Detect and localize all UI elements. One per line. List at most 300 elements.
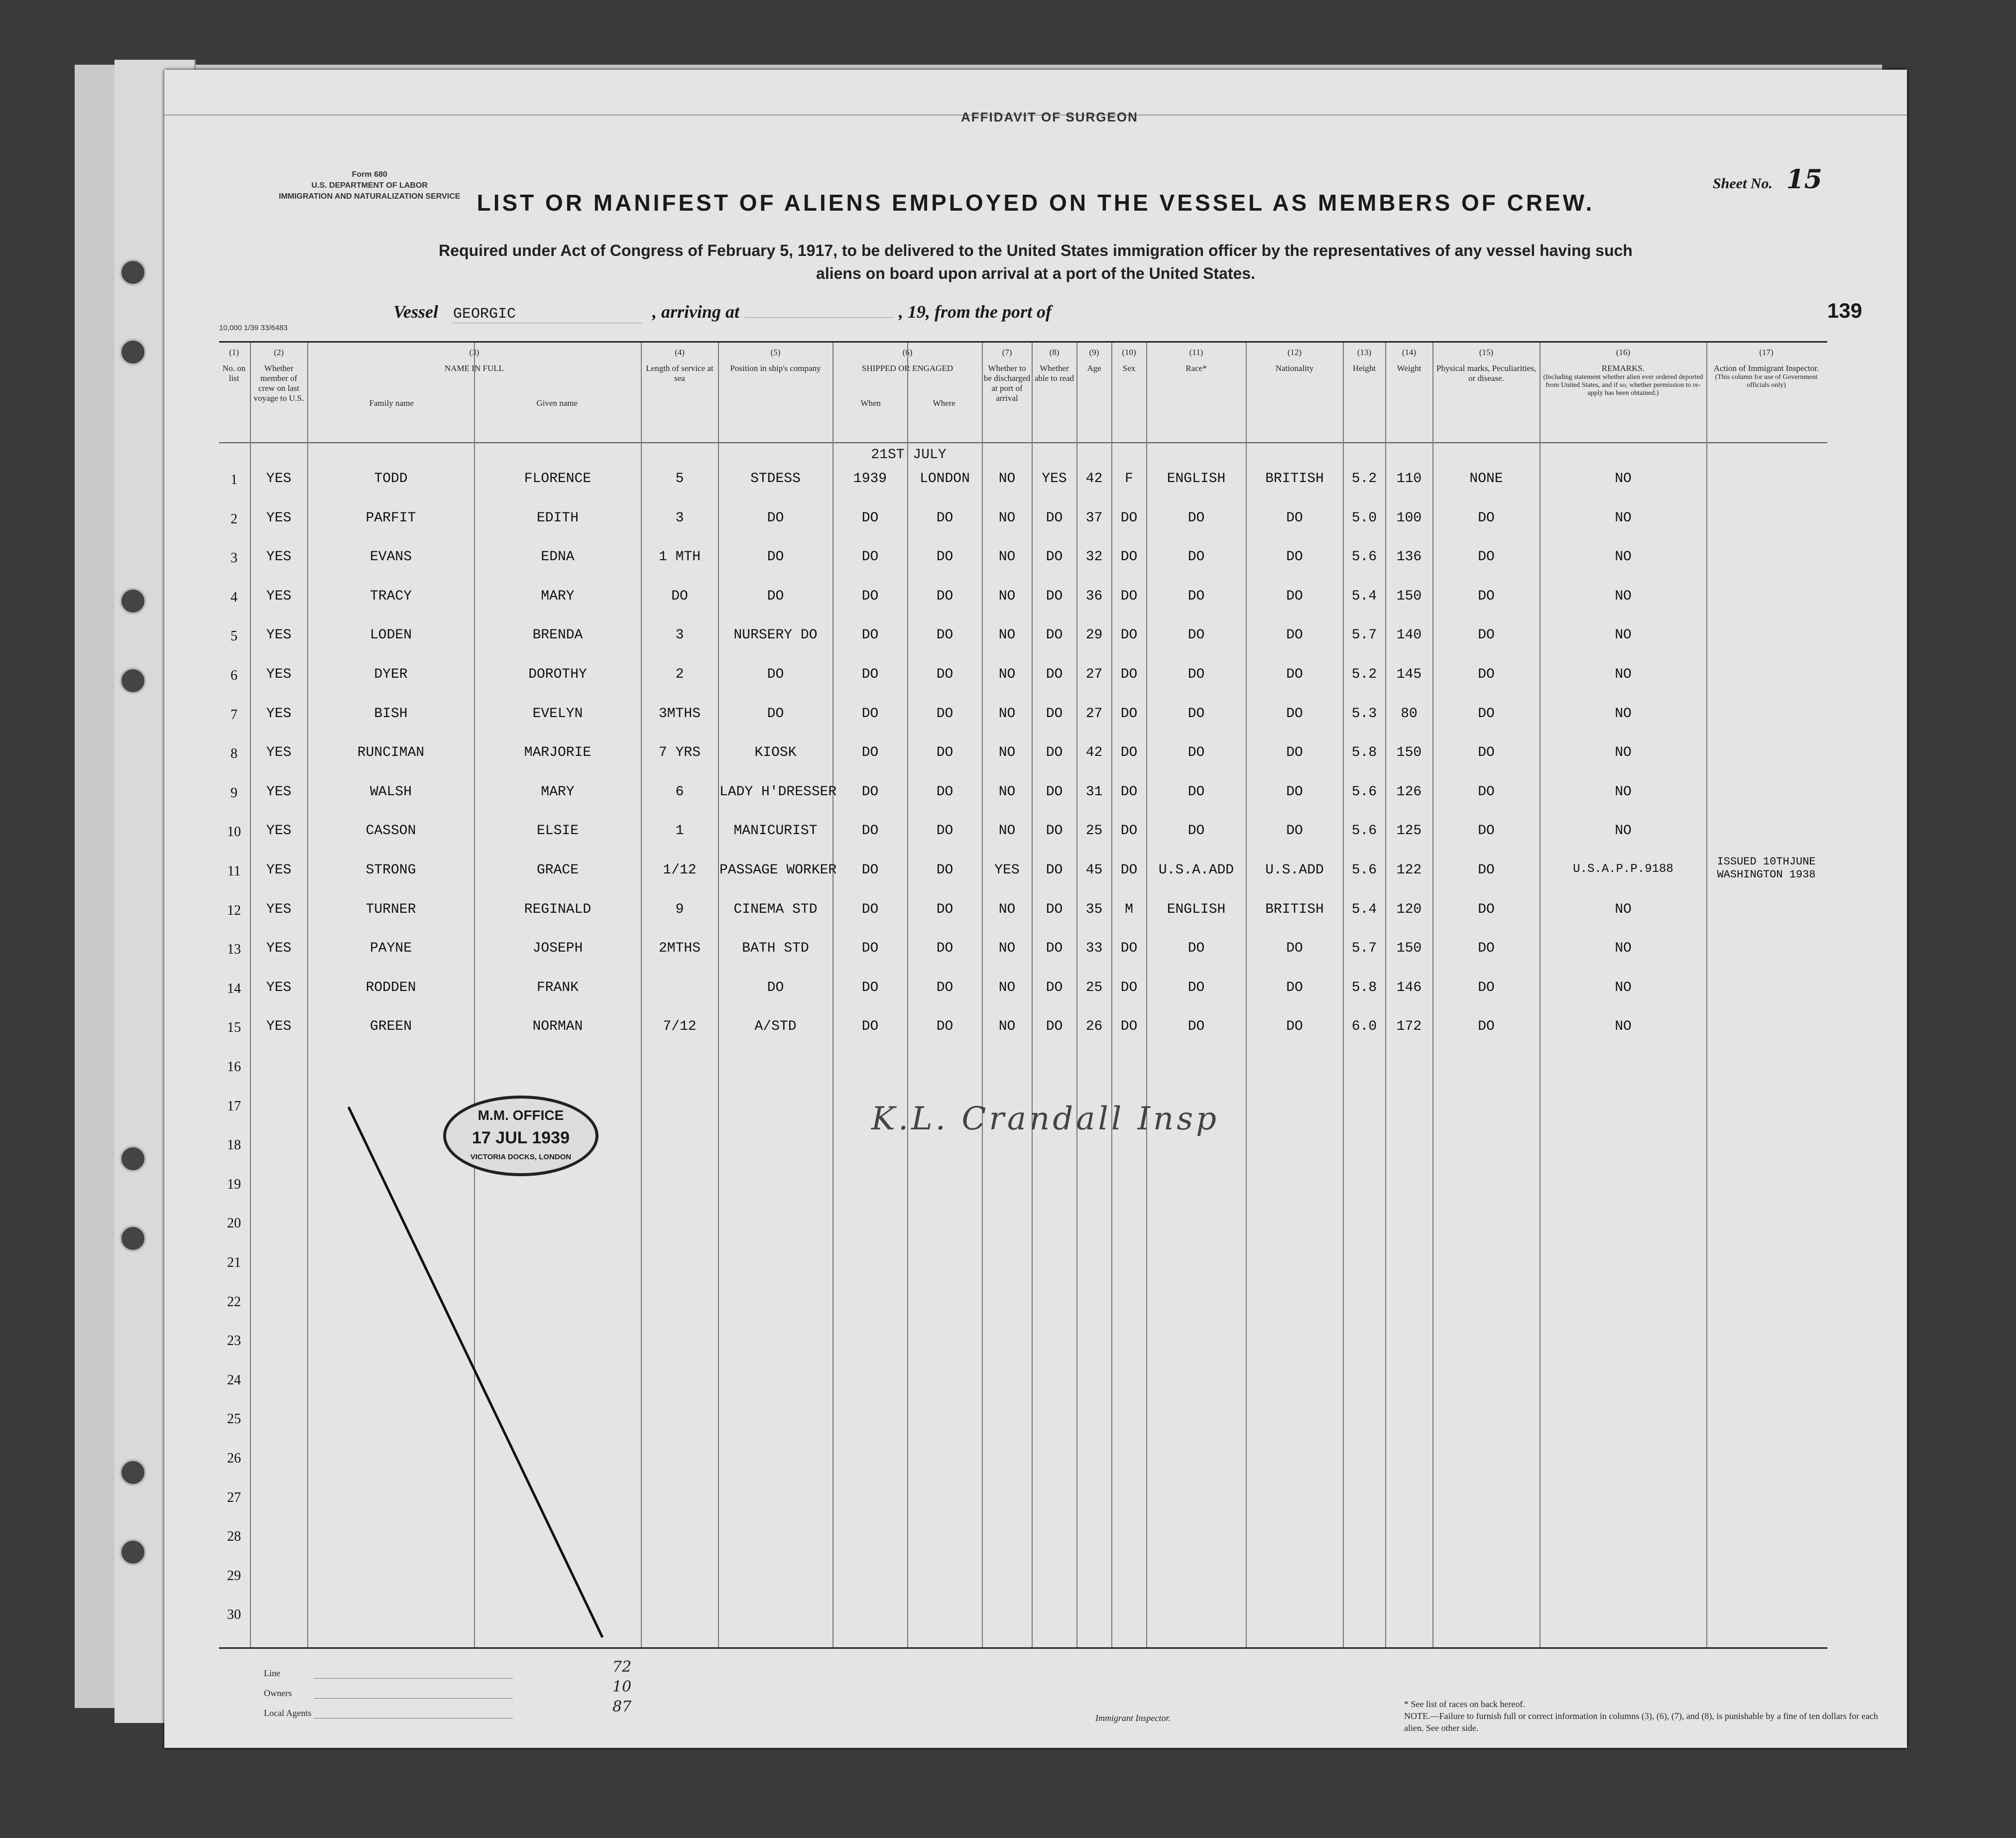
age-cell: 37	[1085, 510, 1103, 526]
given-name-cell: EDITH	[536, 510, 579, 526]
discharged-cell: NO	[998, 549, 1016, 565]
margin-note-3: 87	[612, 1698, 632, 1715]
sex-cell: DO	[1120, 823, 1138, 839]
row-number: 21	[227, 1255, 241, 1270]
given-name-cell: ELSIE	[536, 823, 579, 839]
marks-cell: NONE	[1469, 471, 1503, 487]
diagonal-cancel-line	[219, 343, 1827, 1647]
weight-cell: 150	[1396, 588, 1422, 604]
marks-cell: DO	[1478, 1019, 1495, 1035]
height-cell: 5.7	[1351, 627, 1377, 643]
where-header: Where	[933, 398, 955, 408]
prev-voyage-cell: YES	[266, 941, 292, 957]
height-cell: 5.6	[1351, 823, 1377, 839]
nationality-cell: DO	[1286, 980, 1303, 995]
margin-note-2: 10	[612, 1678, 632, 1696]
position-cell: DO	[767, 549, 784, 565]
col-number: (16)	[1616, 348, 1631, 357]
able-to-read-cell: DO	[1046, 1019, 1063, 1035]
discharged-cell: NO	[998, 510, 1016, 526]
col-number: (12)	[1287, 348, 1302, 357]
family-name-cell: STRONG	[365, 862, 416, 878]
prev-voyage-cell: YES	[266, 823, 292, 839]
family-name-cell: WALSH	[369, 784, 412, 800]
row-number: 7	[231, 707, 237, 723]
discharged-cell: NO	[998, 941, 1016, 957]
col-number: (2)	[274, 348, 284, 357]
age-cell: 25	[1085, 980, 1103, 995]
shipped-where-cell: DO	[936, 627, 953, 643]
given-name-cell: FRANK	[536, 980, 579, 995]
col-label: Whether able to read	[1034, 364, 1074, 383]
prev-voyage-cell: YES	[266, 706, 292, 722]
given-name-cell: MARJORIE	[524, 745, 592, 761]
sex-cell: DO	[1120, 784, 1138, 800]
shipped-where-cell: DO	[936, 823, 953, 839]
position-cell: MANICURIST	[733, 823, 818, 839]
nationality-cell: BRITISH	[1265, 471, 1324, 487]
shipped-when-cell: DO	[861, 941, 879, 957]
remarks-cell: NO	[1615, 980, 1632, 995]
position-cell: A/STD	[754, 1019, 797, 1035]
col-label: Whether member of crew on last voyage to U.S.	[253, 364, 304, 403]
able-to-read-cell: DO	[1046, 980, 1063, 995]
race-cell: DO	[1187, 941, 1205, 957]
age-cell: 27	[1085, 706, 1103, 722]
service-cell: 5	[675, 471, 684, 487]
family-name-cell: LODEN	[369, 627, 412, 643]
weight-cell: 80	[1401, 706, 1418, 722]
row-number: 6	[231, 668, 237, 683]
col-number: (4)	[675, 348, 685, 357]
race-cell: DO	[1187, 627, 1205, 643]
age-cell: 42	[1085, 471, 1103, 487]
row-number: 10	[227, 824, 241, 840]
remarks-cell: NO	[1615, 588, 1632, 604]
shipped-where-cell: DO	[936, 980, 953, 995]
weight-cell: 146	[1396, 980, 1422, 995]
col-number: (15)	[1479, 348, 1494, 357]
able-to-read-cell: DO	[1046, 627, 1063, 643]
given-name-cell: JOSEPH	[532, 941, 583, 957]
weight-cell: 110	[1396, 471, 1422, 487]
col-number: (7)	[1002, 348, 1012, 357]
weight-cell: 172	[1396, 1019, 1422, 1035]
row-number: 9	[231, 785, 237, 801]
able-to-read-cell: DO	[1046, 862, 1063, 878]
given-name-cell: NORMAN	[532, 1019, 583, 1035]
shipped-when-cell: DO	[861, 823, 879, 839]
col-number: (3)	[469, 348, 479, 357]
owners-label: Owners	[264, 1688, 292, 1698]
arriving-label: , arriving at	[652, 302, 740, 322]
family-name-cell: PAYNE	[369, 941, 412, 957]
prev-voyage-cell: YES	[266, 745, 292, 761]
col-label: Action of Immigrant Inspector.	[1713, 364, 1819, 373]
remarks-cell: U.S.A.P.P.9188	[1573, 862, 1673, 876]
discharged-cell: NO	[998, 1019, 1016, 1035]
nationality-cell: DO	[1286, 549, 1303, 565]
sex-cell: DO	[1120, 667, 1138, 682]
col-number: (14)	[1402, 348, 1417, 357]
service-cell: 3	[675, 627, 684, 643]
weight-cell: 136	[1396, 549, 1422, 565]
row-number: 23	[227, 1333, 241, 1349]
position-cell: CINEMA STD	[733, 901, 818, 917]
col-label: Nationality	[1275, 364, 1314, 373]
position-cell: DO	[767, 706, 784, 722]
family-name-cell: TODD	[374, 471, 408, 487]
office-stamp	[443, 1096, 598, 1176]
col-number: (8)	[1049, 348, 1060, 357]
action-cell: ISSUED 10THJUNE WASHINGTON 1938	[1717, 856, 1816, 881]
marks-cell: DO	[1478, 862, 1495, 878]
col-label: Whether to be discharged at port of arrival	[983, 364, 1031, 403]
race-cell: DO	[1187, 745, 1205, 761]
age-cell: 32	[1085, 549, 1103, 565]
row-number: 25	[227, 1411, 241, 1427]
row-number: 12	[227, 902, 241, 918]
sex-cell: DO	[1120, 510, 1138, 526]
nationality-cell: DO	[1286, 706, 1303, 722]
from-port-label: , from the port of	[926, 302, 1052, 322]
able-to-read-cell: DO	[1046, 549, 1063, 565]
nationality-cell: DO	[1286, 823, 1303, 839]
marks-cell: DO	[1478, 980, 1495, 995]
marks-cell: DO	[1478, 549, 1495, 565]
prev-voyage-cell: YES	[266, 980, 292, 995]
sex-cell: F	[1125, 471, 1133, 487]
punch-hole-icon	[119, 1459, 146, 1486]
weight-cell: 150	[1396, 941, 1422, 957]
col-label: SHIPPED OR ENGAGED	[861, 364, 953, 373]
print-code: 10,000 1/39 33/6483	[219, 324, 288, 332]
row-number: 3	[231, 550, 237, 566]
age-cell: 29	[1085, 627, 1103, 643]
page-subtitle	[363, 239, 1708, 285]
marks-cell: DO	[1478, 823, 1495, 839]
shipped-where-cell: DO	[936, 1019, 953, 1035]
row-number: 22	[227, 1294, 241, 1310]
shipped-where-cell: DO	[936, 784, 953, 800]
age-cell: 26	[1085, 1019, 1103, 1035]
age-cell: 31	[1085, 784, 1103, 800]
position-cell: KIOSK	[754, 745, 797, 761]
given-name-cell: REGINALD	[524, 901, 592, 917]
cancel-stroke	[349, 1107, 602, 1637]
family-name-cell: GREEN	[369, 1019, 412, 1035]
col-number: (9)	[1089, 348, 1099, 357]
footnote-races: * See list of races on back hereof.	[1404, 1699, 1525, 1709]
marks-cell: DO	[1478, 588, 1495, 604]
sex-cell: DO	[1120, 941, 1138, 957]
family-name-cell: RUNCIMAN	[357, 745, 425, 761]
row-number: 19	[227, 1176, 241, 1192]
prev-voyage-cell: YES	[266, 901, 292, 917]
able-to-read-cell: YES	[1042, 471, 1067, 487]
when-header: When	[860, 398, 881, 408]
given-name-cell: MARY	[541, 784, 575, 800]
age-cell: 42	[1085, 745, 1103, 761]
punch-hole-icon	[119, 667, 146, 694]
margin-note-1: 72	[612, 1658, 632, 1676]
row-number: 30	[227, 1607, 241, 1623]
height-cell: 5.6	[1351, 862, 1377, 878]
row-number: 18	[227, 1137, 241, 1153]
top-strip	[164, 70, 1907, 116]
family-name-cell: TURNER	[365, 901, 416, 917]
nationality-cell: DO	[1286, 1019, 1303, 1035]
list-number: 139	[1827, 299, 1862, 322]
shipped-where-cell: DO	[936, 510, 953, 526]
family-name-cell: PARFIT	[365, 510, 416, 526]
row-number: 20	[227, 1216, 241, 1231]
position-cell: PASSAGE WORKER	[719, 862, 837, 878]
shipped-where-cell: LONDON	[920, 471, 970, 487]
family-name-cell: EVANS	[369, 549, 412, 565]
row-number: 24	[227, 1372, 241, 1388]
shipped-when-cell: DO	[861, 901, 879, 917]
service-cell: DO	[671, 588, 688, 604]
service-cell: 9	[675, 901, 684, 917]
department-name: U.S. DEPARTMENT OF LABOR	[311, 181, 428, 190]
service-cell: 7/12	[663, 1019, 697, 1035]
service-cell: 1/12	[663, 862, 697, 878]
shipped-when-cell: DO	[861, 549, 879, 565]
position-cell: NURSERY DO	[733, 627, 818, 643]
year-label: , 19	[899, 302, 926, 322]
punch-hole-icon	[119, 1225, 146, 1252]
height-cell: 6.0	[1351, 1019, 1377, 1035]
prev-voyage-cell: YES	[266, 471, 292, 487]
shipped-when-cell: DO	[861, 862, 879, 878]
remarks-cell: NO	[1615, 706, 1632, 722]
discharged-cell: NO	[998, 667, 1016, 682]
discharged-cell: NO	[998, 627, 1016, 643]
row-number: 15	[227, 1020, 241, 1036]
able-to-read-cell: DO	[1046, 901, 1063, 917]
given-name-cell: EVELYN	[532, 706, 583, 722]
discharged-cell: NO	[998, 980, 1016, 995]
race-cell: DO	[1187, 510, 1205, 526]
line-field	[314, 1678, 513, 1679]
position-cell: BATH STD	[742, 941, 809, 957]
nationality-cell: DO	[1286, 784, 1303, 800]
nationality-cell: DO	[1286, 667, 1303, 682]
sex-cell: DO	[1120, 549, 1138, 565]
weight-cell: 126	[1396, 784, 1422, 800]
age-cell: 27	[1085, 667, 1103, 682]
age-cell: 36	[1085, 588, 1103, 604]
col-label: Race*	[1186, 364, 1207, 373]
service-cell: 3	[675, 510, 684, 526]
prev-voyage-cell: YES	[266, 1019, 292, 1035]
stamp-date: 17 JUL 1939	[472, 1128, 570, 1147]
subtitle-line-2: aliens on board upon arrival at a port of the United States.	[816, 264, 1255, 282]
col-label: REMARKS.	[1601, 364, 1645, 373]
row-number: 1	[231, 472, 237, 488]
col-label: NAME IN FULL	[445, 364, 504, 373]
nationality-cell: DO	[1286, 510, 1303, 526]
given-name-cell: BRENDA	[532, 627, 583, 643]
sheet-label: Sheet No.	[1713, 175, 1773, 192]
sheet-value: 15	[1786, 164, 1822, 195]
footnote	[1404, 1698, 1882, 1734]
sex-cell: DO	[1120, 745, 1138, 761]
age-cell: 35	[1085, 901, 1103, 917]
height-cell: 5.4	[1351, 901, 1377, 917]
weight-cell: 122	[1396, 862, 1422, 878]
marks-cell: DO	[1478, 510, 1495, 526]
marks-cell: DO	[1478, 706, 1495, 722]
footnote-penalty: NOTE.—Failure to furnish full or correct information in columns (3), (6), (7), and (8), is punishable by a fine of ten dollars for each alien. See other side.	[1404, 1711, 1878, 1733]
col-label: Sex	[1122, 364, 1136, 373]
manifest-page	[164, 70, 1907, 1748]
vessel-line	[393, 299, 1862, 323]
able-to-read-cell: DO	[1046, 745, 1063, 761]
given-name-cell: GRACE	[536, 862, 579, 878]
discharged-cell: NO	[998, 823, 1016, 839]
row-number: 13	[227, 942, 241, 958]
shipped-where-cell: DO	[936, 862, 953, 878]
race-cell: ENGLISH	[1167, 471, 1226, 487]
row-number: 17	[227, 1098, 241, 1114]
weight-cell: 125	[1396, 823, 1422, 839]
remarks-cell: NO	[1615, 471, 1632, 487]
remarks-cell: NO	[1615, 667, 1632, 682]
sex-cell: DO	[1120, 1019, 1138, 1035]
col-number: (5)	[770, 348, 781, 357]
height-cell: 5.8	[1351, 745, 1377, 761]
inspector-label: Immigrant Inspector.	[1095, 1713, 1171, 1723]
discharged-cell: YES	[994, 862, 1020, 878]
stamp-line-3: VICTORIA DOCKS, LONDON	[470, 1153, 572, 1161]
given-name-cell: EDNA	[541, 549, 575, 565]
shipped-when-cell: DO	[861, 667, 879, 682]
shipped-when-cell: DO	[861, 510, 879, 526]
shipped-where-cell: DO	[936, 745, 953, 761]
height-cell: 5.2	[1351, 667, 1377, 682]
prev-voyage-cell: YES	[266, 549, 292, 565]
prev-voyage-cell: YES	[266, 667, 292, 682]
shipped-when-cell: DO	[861, 627, 879, 643]
col-number: (11)	[1189, 348, 1203, 357]
shipped-when-cell: 1939	[853, 471, 887, 487]
date-note: 21ST JULY	[871, 447, 947, 463]
position-cell: STDESS	[750, 471, 801, 487]
discharged-cell: NO	[998, 901, 1016, 917]
family-name-header: Family name	[369, 398, 414, 408]
nationality-cell: DO	[1286, 941, 1303, 957]
remarks-cell: NO	[1615, 901, 1632, 917]
height-cell: 5.2	[1351, 471, 1377, 487]
service-cell: 7 YRS	[658, 745, 701, 761]
stamp-line-1: M.M. OFFICE	[477, 1107, 564, 1123]
row-number: 16	[227, 1059, 241, 1075]
row-number: 11	[227, 863, 241, 879]
row-number: 4	[231, 589, 237, 605]
punch-hole-icon	[119, 1145, 146, 1172]
affidavit-heading: AFFIDAVIT OF SURGEON	[961, 110, 1138, 124]
discharged-cell: NO	[998, 588, 1016, 604]
service-cell: 6	[675, 784, 684, 800]
height-cell: 5.8	[1351, 980, 1377, 995]
discharged-cell: NO	[998, 471, 1016, 487]
family-name-cell: BISH	[374, 706, 408, 722]
row-number: 26	[227, 1451, 241, 1466]
remarks-cell: NO	[1615, 941, 1632, 957]
age-cell: 33	[1085, 941, 1103, 957]
subtitle-line-1: Required under Act of Congress of February 5, 1917, to be delivered to the United States immigration officer by the representatives of any vessel having such	[439, 242, 1633, 259]
able-to-read-cell: DO	[1046, 706, 1063, 722]
discharged-cell: NO	[998, 784, 1016, 800]
service-cell: 2MTHS	[658, 941, 701, 957]
page-title: LIST OR MANIFEST OF ALIENS EMPLOYED ON THE VESSEL AS MEMBERS OF CREW.	[476, 190, 1595, 216]
marks-cell: DO	[1478, 941, 1495, 957]
race-cell: DO	[1187, 706, 1205, 722]
nationality-cell: U.S.ADD	[1265, 862, 1324, 878]
shipped-when-cell: DO	[861, 784, 879, 800]
race-cell: DO	[1187, 980, 1205, 995]
able-to-read-cell: DO	[1046, 823, 1063, 839]
height-cell: 5.6	[1351, 784, 1377, 800]
able-to-read-cell: DO	[1046, 941, 1063, 957]
service-cell: 1 MTH	[658, 549, 701, 565]
given-name-cell: FLORENCE	[524, 471, 592, 487]
race-cell: DO	[1187, 588, 1205, 604]
shipped-where-cell: DO	[936, 901, 953, 917]
shipped-where-cell: DO	[936, 588, 953, 604]
remarks-cell: NO	[1615, 784, 1632, 800]
owners-field	[314, 1698, 513, 1699]
nationality-cell: DO	[1286, 627, 1303, 643]
marks-cell: DO	[1478, 901, 1495, 917]
weight-cell: 120	[1396, 901, 1422, 917]
remarks-cell: NO	[1615, 627, 1632, 643]
col-number: (13)	[1357, 348, 1372, 357]
race-cell: DO	[1187, 1019, 1205, 1035]
marks-cell: DO	[1478, 667, 1495, 682]
family-name-cell: RODDEN	[365, 980, 416, 995]
arriving-blank	[744, 317, 894, 318]
age-cell: 25	[1085, 823, 1103, 839]
given-name-cell: DOROTHY	[528, 667, 587, 682]
row-number: 29	[227, 1568, 241, 1584]
race-cell: U.S.A.ADD	[1158, 862, 1234, 878]
inspector-signature: K.L. Crandall Insp	[871, 1101, 1219, 1137]
prev-voyage-cell: YES	[266, 510, 292, 526]
prev-voyage-cell: YES	[266, 862, 292, 878]
given-name-header: Given name	[536, 398, 578, 408]
able-to-read-cell: DO	[1046, 510, 1063, 526]
discharged-cell: NO	[998, 745, 1016, 761]
col-label: Position in ship's company	[730, 364, 821, 373]
weight-cell: 150	[1396, 745, 1422, 761]
age-cell: 45	[1085, 862, 1103, 878]
height-cell: 5.6	[1351, 549, 1377, 565]
given-name-cell: MARY	[541, 588, 575, 604]
manifest-table	[219, 341, 1827, 1649]
remarks-cell: NO	[1615, 745, 1632, 761]
family-name-cell: TRACY	[369, 588, 412, 604]
row-number: 2	[231, 511, 237, 527]
prev-voyage-cell: YES	[266, 784, 292, 800]
punch-hole-icon	[119, 259, 146, 286]
col-label: Physical marks, Peculiarities, or disease.	[1436, 364, 1537, 383]
position-cell: LADY H'DRESSER	[719, 784, 837, 800]
nationality-cell: DO	[1286, 588, 1303, 604]
vessel-label: Vessel	[393, 302, 438, 322]
